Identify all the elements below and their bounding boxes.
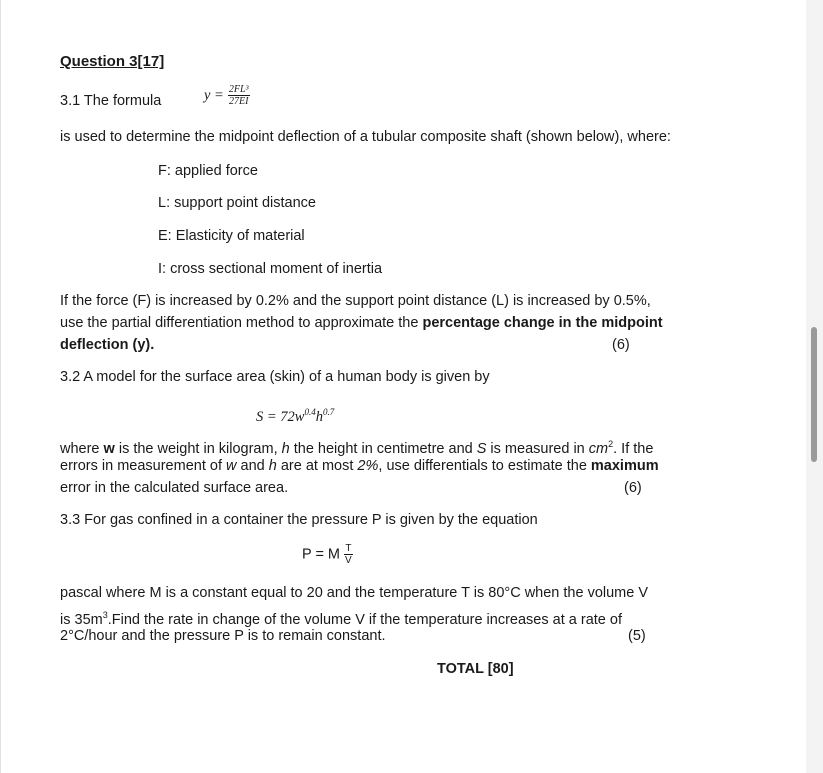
q33-formula-fraction — [344, 543, 353, 566]
q31-body-line-2-text: use the partial differentiation method to approximate the — [60, 315, 423, 331]
q32-l1-a: where — [60, 440, 104, 457]
q32-formula-eq: = 72w — [263, 408, 305, 425]
q32-l2-h: h — [268, 458, 277, 474]
q32-intro: 3.2 A model for the surface area (skin) of a human body is given by — [60, 369, 490, 385]
q31-marks: (6) — [612, 337, 630, 353]
q31-variable-l: L: support point distance — [158, 195, 316, 211]
q31-variable-e: E: Elasticity of material — [158, 228, 305, 244]
q33-formula-numerator: T — [345, 543, 352, 554]
q32-formula-exp-h: 0.7 — [322, 407, 335, 417]
q31-formula-numerator: 2FL³ — [228, 84, 249, 95]
q31-body-line-1: If the force (F) is increased by 0.2% and the support point distance (L) is increased by 0.5%, — [60, 293, 651, 309]
q32-marks: (6) — [624, 480, 642, 496]
q31-formula-lhs: y = — [204, 87, 224, 104]
q31-variable-f: F: applied force — [158, 163, 258, 179]
q31-description: is used to determine the midpoint deflection of a tubular composite shaft (shown below), where: — [60, 129, 671, 145]
q32-l2-d: , use differentials to estimate the — [378, 458, 591, 474]
q33-marks: (5) — [628, 628, 646, 644]
q31-body-line-2 — [60, 313, 663, 334]
q31-intro: 3.1 The formula — [60, 93, 162, 109]
q33-line-3: 2°C/hour and the pressure P is to remain constant. — [60, 628, 386, 644]
q32-l2-c: are at most — [276, 458, 358, 474]
q33-formula — [302, 543, 353, 566]
q33-l2-exp: 3 — [102, 610, 108, 620]
q31-body-line-2-bold: percentage change in the midpoint — [422, 315, 663, 331]
q32-l1-w: w — [103, 440, 115, 457]
q31-formula — [204, 84, 250, 107]
q31-formula-fraction — [228, 84, 250, 107]
q31-variable-i: I: cross sectional moment of inertia — [158, 261, 383, 277]
q32-formula — [256, 402, 334, 428]
q33-l2-a: is 35m — [60, 611, 103, 628]
q31-body-line-3: deflection (y). — [60, 337, 155, 353]
q33-formula-denominator: V — [345, 555, 352, 566]
q32-l1-s: S — [476, 440, 487, 457]
q33-line-1: pascal where M is a constant equal to 20 and the temperature T is 80°C when the volume V — [60, 585, 649, 601]
q32-l1-unit: cm — [588, 440, 609, 457]
q32-l2-b: and — [236, 458, 269, 474]
q32-formula-s: S — [256, 408, 264, 425]
vertical-scrollbar[interactable] — [806, 0, 823, 773]
q32-l2-pct: 2% — [357, 458, 379, 474]
q32-l1-h: h — [281, 440, 290, 457]
question-heading: Question 3[17] — [60, 53, 165, 70]
q32-l2-max: maximum — [590, 458, 659, 474]
q32-line-3: error in the calculated surface area. — [60, 480, 289, 496]
q31-formula-denominator: 27EI — [229, 96, 249, 107]
q33-formula-lhs: P = M — [302, 546, 341, 563]
q32-l1-d: is measured in — [486, 440, 589, 457]
q32-formula-exp-w: 0.4 — [304, 407, 316, 417]
q32-l1-unit-exp: 2 — [608, 439, 614, 449]
q33-intro: 3.3 For gas confined in a container the pressure P is given by the equation — [60, 512, 538, 528]
q32-l2-a: errors in measurement of — [60, 458, 227, 474]
total-marks: TOTAL [80] — [437, 661, 514, 677]
q32-l1-e: . If the — [613, 440, 654, 457]
q32-formula-h: h — [315, 408, 323, 425]
q32-l1-b: is the weight in kilogram, — [114, 440, 282, 457]
q32-line-2 — [60, 456, 659, 477]
q33-l2-b: .Find the rate in change of the volume V if the temperature increases at a rate of — [107, 611, 622, 628]
q32-l1-c: the height in centimetre and — [289, 440, 477, 457]
q32-l2-w: w — [226, 458, 237, 474]
scrollbar-thumb[interactable] — [811, 327, 817, 462]
